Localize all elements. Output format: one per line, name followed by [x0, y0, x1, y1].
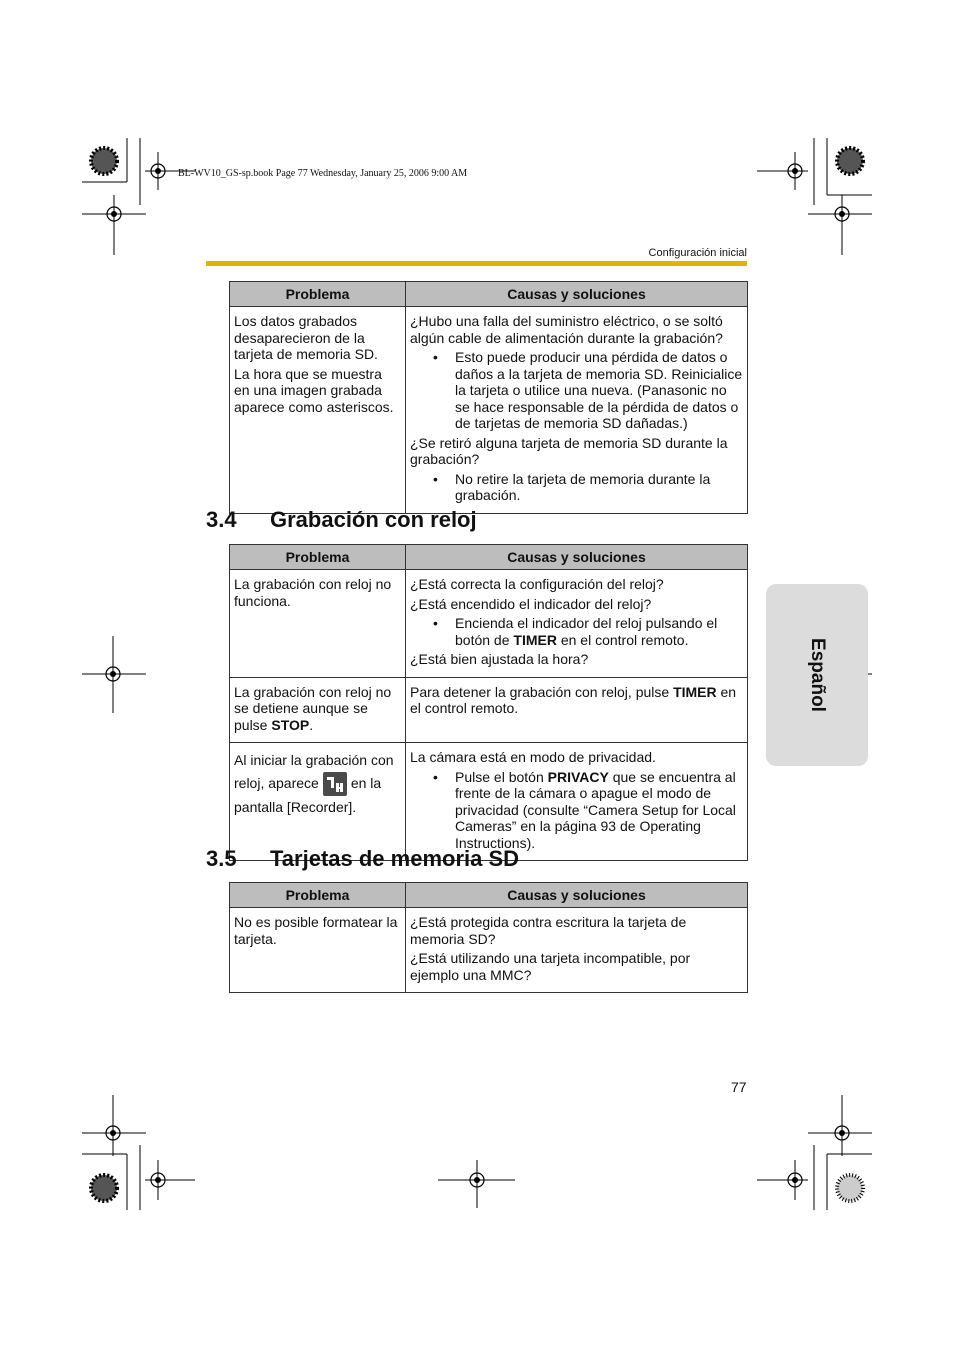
language-tab-label: Español: [807, 638, 828, 712]
solution-bullet: • Encienda el indicador del reloj pulsando el botón de TIMER en el control remoto.: [455, 615, 743, 648]
problem-text: Los datos grabados desaparecieron de la tarjeta de memoria SD.: [234, 313, 378, 362]
header-causes: Causas y soluciones: [406, 545, 748, 570]
section-heading-3-4: [206, 507, 477, 533]
recorder-privacy-icon: [323, 772, 347, 796]
troubleshooting-table-2: [229, 544, 748, 861]
cause-question: ¿Hubo una falla del suministro eléctrico, o se soltó algún cable de alimentación durante la grabación?: [410, 313, 723, 346]
problem-cell: [230, 570, 406, 678]
troubleshooting-table-1: [229, 281, 748, 514]
cause-question: La cámara está en modo de privacidad.: [410, 749, 656, 765]
header-problem: Problema: [230, 282, 406, 307]
table-row: [230, 307, 748, 514]
solution-cell: [406, 908, 748, 993]
cause-question: ¿Está utilizando una tarjeta incompatible, por ejemplo una MMC?: [410, 950, 691, 983]
solution-bullet: • Esto puede producir una pérdida de datos o daños a la tarjeta de memoria SD. Reinicialice la tarjeta o utilice una nueva. (Panasonic no se hace responsable de la pérdida de datos o de tarjetas de memoria SD dañadas.): [455, 349, 743, 432]
section-number: 3.4: [206, 507, 237, 532]
table-row: [230, 570, 748, 678]
section-number: 3.5: [206, 846, 237, 871]
problem-text: No es posible formatear la tarjeta.: [234, 914, 398, 947]
solution-bullet: • No retire la tarjeta de memoria durante la grabación.: [455, 471, 743, 504]
section-heading-3-5: [206, 846, 519, 872]
problem-cell: [230, 908, 406, 993]
header-rule: [206, 261, 747, 266]
cause-question: ¿Está protegida contra escritura la tarjeta de memoria SD?: [410, 914, 687, 947]
print-header: BL-WV10_GS-sp.book Page 77 Wednesday, January 25, 2006 9:00 AM: [178, 168, 468, 179]
section-title: Tarjetas de memoria SD: [270, 846, 520, 871]
solution-bullet: • Pulse el botón PRIVACY que se encuentra al frente de la cámara o apague el modo de privacidad (consulte “Camera Setup for Local Cameras” en la página 93 de Operating Instructions).: [455, 769, 743, 852]
language-tab: [766, 584, 868, 766]
solution-cell: [406, 307, 748, 514]
problem-cell: La grabación con reloj no se detiene aunque se pulse STOP.: [230, 677, 406, 743]
header-causes: Causas y soluciones: [406, 883, 748, 908]
cause-question: ¿Se retiró alguna tarjeta de memoria SD durante la grabación?: [410, 434, 728, 467]
header-problem: Problema: [230, 545, 406, 570]
cause-question: ¿Está encendido el indicador del reloj?: [410, 595, 652, 612]
table-row: [230, 908, 748, 993]
problem-text: La hora que se muestra en una imagen grabada aparece como asteriscos.: [234, 365, 394, 415]
solution-cell: [406, 570, 748, 678]
header-causes: Causas y soluciones: [406, 282, 748, 307]
table-row: [230, 743, 748, 861]
header-problem: Problema: [230, 883, 406, 908]
cause-question: ¿Está bien ajustada la hora?: [410, 651, 589, 667]
solution-cell: Para detener la grabación con reloj, pulse TIMER en el control remoto.: [406, 677, 748, 743]
problem-text: La grabación con reloj no funciona.: [234, 576, 392, 609]
cause-question: ¿Está correcta la configuración del reloj?: [410, 576, 664, 592]
running-head: Configuración inicial: [648, 247, 747, 259]
table-row: [230, 677, 748, 743]
solution-cell: [406, 743, 748, 861]
problem-cell: [230, 307, 406, 514]
section-title: Grabación con reloj: [270, 507, 477, 532]
problem-cell: Al iniciar la grabación con reloj, aparece en la pantalla [Recorder].: [230, 743, 406, 861]
page-number: 77: [731, 1079, 747, 1095]
troubleshooting-table-3: [229, 882, 748, 993]
